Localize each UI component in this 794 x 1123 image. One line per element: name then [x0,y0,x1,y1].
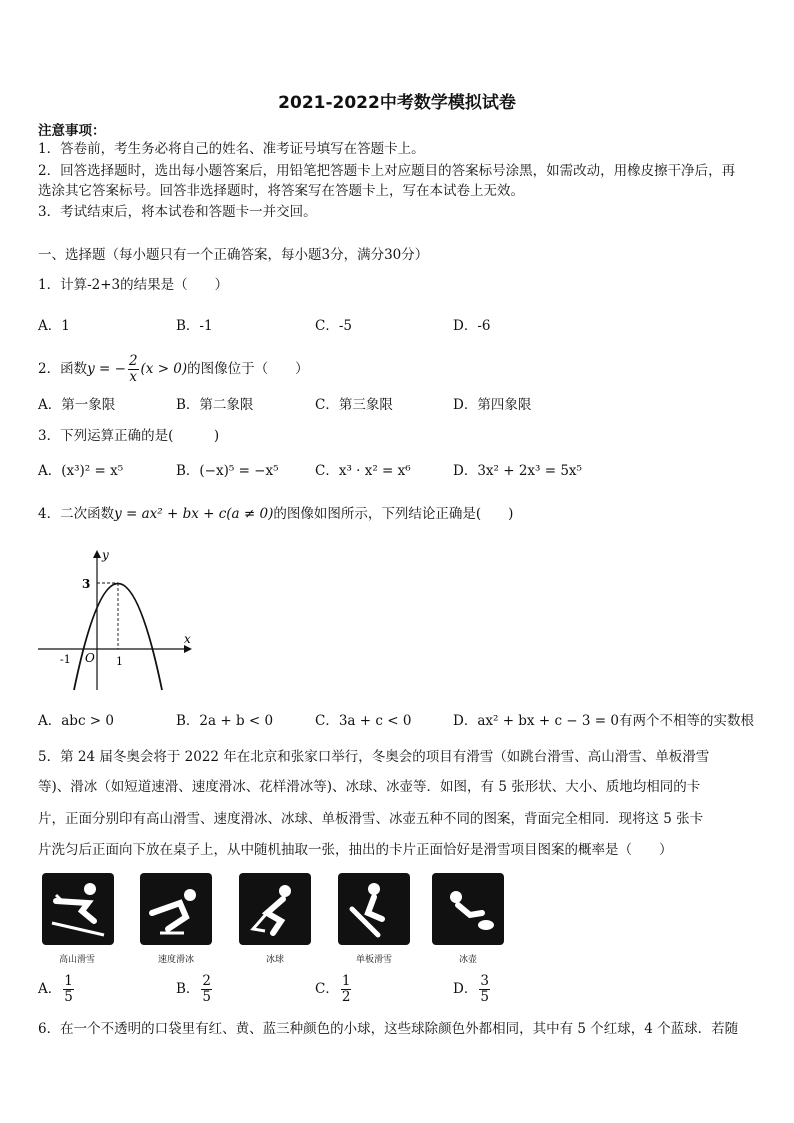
notice-item: 3．考试结束后，将本试卷和答题卡一并交回。 [38,204,317,220]
question-5-line: 片洗匀后正面向下放在桌子上，从中随机抽取一张，抽出的卡片正面恰好是滑雪项目图案的概率是（ ） [38,842,673,858]
q3-option-d: D．3x² + 2x³ = 5x⁵ [453,463,582,479]
question-1-stem: 1．计算-2+3的结果是（ ） [38,277,229,293]
frac-num: 3 [480,973,489,989]
q3-option-c: C．x³ · x² = x⁶ [315,463,411,479]
question-3-stem: 3．下列运算正确的是( ) [38,428,220,444]
alpine-skiing-icon [42,873,114,945]
frac-den: 5 [202,989,212,1005]
q2-option-d: D．第四象限 [453,397,532,413]
question-6-stem: 6．在一个不透明的口袋里有红、黄、蓝三种颜色的小球，这些球除颜色外都相同，其中有 5 个红球，4 个蓝球．若随 [38,1021,739,1037]
q2-frac-num: 2 [128,353,138,369]
q4-option-c: C．3a + c < 0 [315,713,412,729]
option-fraction [63,974,74,1005]
q1-option-a: A．1 [38,318,70,334]
x-tick-neg1: -1 [60,653,71,666]
frac-num: 1 [341,973,351,989]
y-axis-label: y [102,548,109,562]
section-heading: 一、选择题（每小题只有一个正确答案，每小题3分，满分30分） [38,247,429,263]
q2-suffix: 的图像位于（ ） [187,361,309,377]
q4-suffix: 的图像如图所示，下列结论正确是( ) [273,506,514,522]
option-fraction [341,974,352,1005]
question-5-line: 等)、滑冰（如短道速滑、速度滑冰、花样滑冰等)、冰球、冰壶等．如图，有 5 张形状、大小、质地均相同的卡 [38,779,701,795]
q2-frac-den: x [129,369,138,385]
q2-option-a: A．第一象限 [38,397,116,413]
option-fraction [479,974,490,1005]
question-5-line: 片，正面分别印有高山滑雪、速度滑冰、冰球、单板滑雪、冰壶五种不同的图案，背面完全相同．现将这 5 张卡 [38,811,704,827]
frac-den: 5 [480,989,489,1005]
option-letter: A． [38,981,62,997]
card-label: 冰壶 [458,955,477,965]
frac-num: 1 [64,973,73,989]
q5-option-c [315,974,353,1005]
q4-func: y = ax² + bx + c(a ≠ 0) [114,506,274,522]
q3-option-a: A．(x³)² = x⁵ [38,463,124,479]
option-letter: B． [176,981,200,997]
frac-num: 2 [202,973,212,989]
q5-option-b [176,974,214,1005]
notice-heading: 注意事项： [38,123,106,139]
q4-option-d: D．ax² + bx + c − 3 = 0有两个不相等的实数根 [453,713,754,729]
q1-option-c: C．-5 [315,318,352,334]
q2-prefix: 2．函数 [38,361,88,377]
speed-skating-icon [140,873,212,945]
q1-option-d: D．-6 [453,318,491,334]
question-5-line: 5．第 24 届冬奥会将于 2022 年在北京和张家口举行，冬奥会的项目有滑雪（如跳台滑雪、高山滑雪、单板滑雪 [38,749,710,765]
q5-option-d [453,974,492,1005]
q3-option-b: B．(−x)⁵ = −x⁵ [176,463,279,479]
question-2-stem [38,354,309,385]
origin-label: O [85,651,95,665]
card-label: 高山滑雪 [58,955,95,965]
card-label: 速度滑冰 [157,955,194,965]
page-title: 2021-2022中考数学模拟试卷 [278,93,516,113]
q4-parabola-graph [34,545,204,695]
q2-option-c: C．第三象限 [315,397,393,413]
q2-fraction [128,354,139,385]
q4-option-b: B．2a + b < 0 [176,713,274,729]
y-axis-arrow [93,550,101,558]
card-label: 单板滑雪 [355,955,392,965]
x-tick-1: 1 [116,655,123,668]
x-axis-arrow [184,645,192,653]
notice-item: 2．回答选择题时，选出每小题答案后，用铅笔把答题卡上对应题目的答案标号涂黑，如需改动，用橡皮擦干净后，再 [38,163,736,179]
q2-option-b: B．第二象限 [176,397,254,413]
option-letter: D． [453,981,478,997]
notice-item: 1．答卷前，考生务必将自己的姓名、准考证号填写在答题卡上。 [38,141,425,157]
frac-den: 2 [341,989,351,1005]
notice-item: 选涂其它答案标号。回答非选择题时，将答案写在答题卡上，写在本试卷上无效。 [38,183,524,199]
q1-option-b: B．-1 [176,318,213,334]
frac-den: 5 [64,989,73,1005]
card-label: 冰球 [265,955,284,965]
q2-func-cond: (x > 0) [140,361,188,377]
q4-option-a: A．abc > 0 [38,713,114,729]
q2-func-lhs: y = − [87,361,126,377]
q5-option-a [38,974,76,1005]
y-tick-3: 3 [82,577,91,591]
question-4-stem [38,505,513,523]
x-axis-label: x [184,632,191,646]
option-fraction [201,974,212,1005]
option-letter: C． [315,981,339,997]
curling-icon [432,873,504,945]
q4-prefix: 4．二次函数 [38,506,115,522]
ice-hockey-icon [239,873,311,945]
snowboard-icon [338,873,410,945]
